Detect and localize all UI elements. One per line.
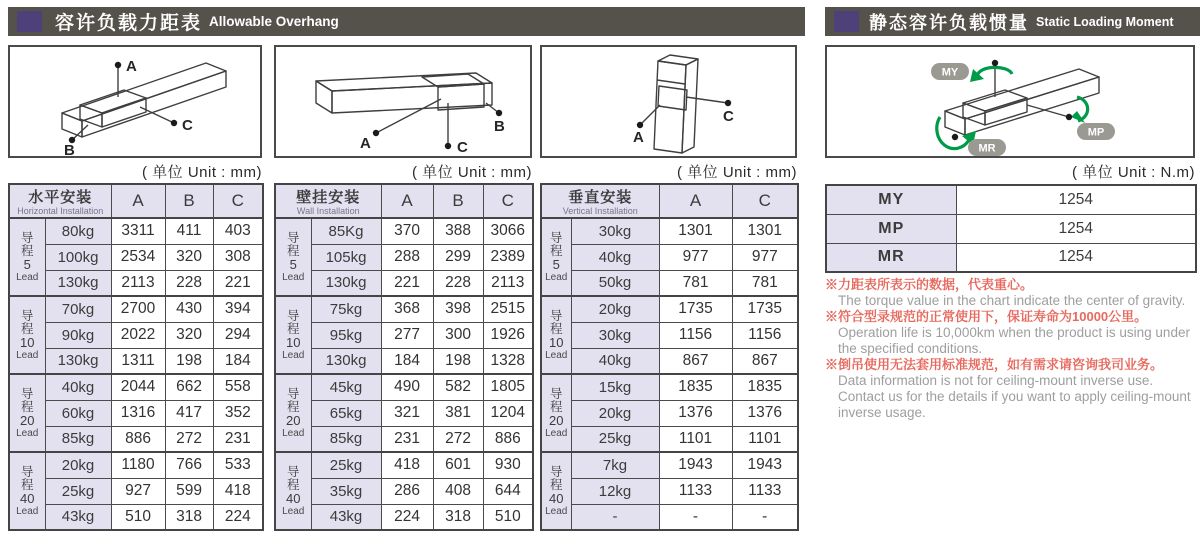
value-cell: 599 xyxy=(165,478,213,504)
value-cell: 1101 xyxy=(659,426,732,452)
value-cell: 294 xyxy=(213,322,263,348)
value-cell: 1301 xyxy=(659,218,732,244)
value-cell: 2044 xyxy=(111,374,165,400)
value-cell: 662 xyxy=(165,374,213,400)
value-cell: 417 xyxy=(165,400,213,426)
point-label-c: C xyxy=(723,108,734,125)
value-cell: 198 xyxy=(433,348,483,374)
lead-group-label: 导 程 10 Lead xyxy=(9,296,45,374)
lead-group-label: 导 程 10 Lead xyxy=(541,296,571,374)
load-cell: 100kg xyxy=(45,244,111,270)
note-zh: ※力距表所表示的数据，代表重心。 xyxy=(825,277,1034,292)
value-cell: 320 xyxy=(165,322,213,348)
header-row xyxy=(275,184,533,218)
load-cell: 90kg xyxy=(45,322,111,348)
value-cell: 886 xyxy=(111,426,165,452)
value-cell: 318 xyxy=(165,504,213,530)
moment-rail-drawing xyxy=(827,47,1193,156)
value-cell: 1133 xyxy=(732,478,798,504)
horizontal-rail-drawing xyxy=(10,47,260,156)
load-cell: 85kg xyxy=(311,426,381,452)
value-cell: 1328 xyxy=(483,348,533,374)
value-cell: 2022 xyxy=(111,322,165,348)
value-cell: 1735 xyxy=(732,296,798,322)
horizontal-installation-diagram xyxy=(8,45,262,158)
value-cell: 221 xyxy=(381,270,433,296)
column-header-a: A xyxy=(111,184,165,218)
value-cell: 221 xyxy=(213,270,263,296)
value-cell: 231 xyxy=(381,426,433,452)
load-cell: 95kg xyxy=(311,322,381,348)
static-loading-moment-table xyxy=(825,184,1197,273)
unit-label-mm: ( 单位 Unit : mm) xyxy=(142,164,262,181)
lead-group-label: 导 程 5 Lead xyxy=(275,218,311,296)
table-row xyxy=(9,244,263,270)
table-title-en: Vertical Installation xyxy=(562,206,638,216)
column-header-b: B xyxy=(165,184,213,218)
value-cell: 272 xyxy=(165,426,213,452)
value-cell: 1735 xyxy=(659,296,732,322)
table-row xyxy=(9,400,263,426)
table-row xyxy=(275,322,533,348)
value-cell: 320 xyxy=(165,244,213,270)
value-cell: 2700 xyxy=(111,296,165,322)
value-cell: 2534 xyxy=(111,244,165,270)
moment-row xyxy=(826,185,1196,214)
point-label-b: B xyxy=(494,118,505,135)
moment-value: 1254 xyxy=(956,243,1196,272)
value-cell: 286 xyxy=(381,478,433,504)
value-cell: 224 xyxy=(213,504,263,530)
value-cell: 388 xyxy=(433,218,483,244)
table-row xyxy=(275,504,533,530)
column-header-a: A xyxy=(381,184,433,218)
lead-group-label: 导 程 5 Lead xyxy=(541,218,571,296)
right-header-title-zh: 静态容许负载惯量 xyxy=(869,12,1029,33)
load-cell: 12kg xyxy=(571,478,659,504)
value-cell: 418 xyxy=(381,452,433,478)
value-cell: 368 xyxy=(381,296,433,322)
value-cell: 1805 xyxy=(483,374,533,400)
load-cell: 130kg xyxy=(45,270,111,296)
point-label-a: A xyxy=(633,129,644,146)
lead-group-label: 导 程 20 Lead xyxy=(541,374,571,452)
installation-table-title xyxy=(275,184,381,218)
load-cell: 60kg xyxy=(45,400,111,426)
table-row xyxy=(275,270,533,296)
moment-label: MY xyxy=(826,185,956,214)
value-cell: 184 xyxy=(381,348,433,374)
note-en: The torque value in the chart indicate the center of gravity. xyxy=(838,293,1186,308)
lead-group-label: 导 程 10 Lead xyxy=(275,296,311,374)
value-cell: 370 xyxy=(381,218,433,244)
value-cell: 308 xyxy=(213,244,263,270)
table-row xyxy=(275,218,533,244)
value-cell: 1943 xyxy=(659,452,732,478)
column-header-a: A xyxy=(659,184,732,218)
column-header-c: C xyxy=(732,184,798,218)
value-cell: 300 xyxy=(433,322,483,348)
load-cell: 45kg xyxy=(311,374,381,400)
load-cell: 35kg xyxy=(311,478,381,504)
rail-outline xyxy=(62,63,226,140)
installation-table-title xyxy=(9,184,111,218)
point-label-c: C xyxy=(457,139,468,156)
value-cell: 1835 xyxy=(659,374,732,400)
value-cell: 867 xyxy=(659,348,732,374)
value-cell: 1180 xyxy=(111,452,165,478)
column-header-c: C xyxy=(483,184,533,218)
table-row xyxy=(9,452,263,478)
table-row xyxy=(275,296,533,322)
load-cell: 70kg xyxy=(45,296,111,322)
value-cell: 352 xyxy=(213,400,263,426)
lead-group-label: 导 程 40 Lead xyxy=(541,452,571,530)
load-cell: 20kg xyxy=(571,400,659,426)
table-row xyxy=(275,478,533,504)
load-cell: 50kg xyxy=(571,270,659,296)
value-cell: 510 xyxy=(111,504,165,530)
load-cell: 25kg xyxy=(311,452,381,478)
value-cell: 1835 xyxy=(732,374,798,400)
badge-mp: MP xyxy=(1087,126,1105,139)
table-row xyxy=(9,322,263,348)
value-cell: 510 xyxy=(483,504,533,530)
badge-my: MY xyxy=(941,66,959,79)
value-cell: 1133 xyxy=(659,478,732,504)
table-row xyxy=(541,244,798,270)
table-row xyxy=(9,296,263,322)
notes xyxy=(825,277,1199,421)
table-row xyxy=(541,478,798,504)
value-cell: 2515 xyxy=(483,296,533,322)
value-cell: 533 xyxy=(213,452,263,478)
lead-group-label: 导 程 5 Lead xyxy=(9,218,45,296)
value-cell: 408 xyxy=(433,478,483,504)
static-loading-moment-diagram xyxy=(825,45,1195,158)
note-zh: ※倒吊使用无法套用标准规范，如有需求请咨询我司业务。 xyxy=(825,357,1164,372)
lead-group-label: 导 程 40 Lead xyxy=(9,452,45,530)
badge-mr: MR xyxy=(978,142,996,155)
rail-outline xyxy=(640,55,728,153)
table-row xyxy=(541,374,798,400)
table-row xyxy=(9,374,263,400)
value-cell: - xyxy=(659,504,732,530)
header-row xyxy=(541,184,798,218)
load-cell: 85kg xyxy=(45,426,111,452)
load-cell: 15kg xyxy=(571,374,659,400)
right-section-header xyxy=(825,7,1200,36)
horizontal-installation-table xyxy=(8,183,264,531)
value-cell: 231 xyxy=(213,426,263,452)
point-label-a: A xyxy=(126,58,137,75)
value-cell: 228 xyxy=(165,270,213,296)
value-cell: 272 xyxy=(433,426,483,452)
value-cell: 886 xyxy=(483,426,533,452)
table-row xyxy=(9,348,263,374)
table-row xyxy=(275,426,533,452)
point-label-a: A xyxy=(360,135,371,152)
header-accent-square xyxy=(17,11,42,32)
right-header-title-en: Static Loading Moment xyxy=(1036,14,1174,29)
table-row xyxy=(541,218,798,244)
value-cell: 321 xyxy=(381,400,433,426)
vertical-installation-table xyxy=(540,183,799,531)
wall-installation-diagram xyxy=(274,45,532,158)
value-cell: 2113 xyxy=(483,270,533,296)
load-cell: 20kg xyxy=(45,452,111,478)
value-cell: 1376 xyxy=(659,400,732,426)
value-cell: 3066 xyxy=(483,218,533,244)
unit-label-mm: ( 单位 Unit : mm) xyxy=(412,164,532,181)
value-cell: 418 xyxy=(213,478,263,504)
load-cell: 7kg xyxy=(571,452,659,478)
table-row xyxy=(275,374,533,400)
note-zh: ※符合型录规范的正常使用下，保证寿命为10000公里。 xyxy=(825,309,1148,324)
load-cell: 43kg xyxy=(311,504,381,530)
rail-outline xyxy=(316,73,499,146)
point-label-c: C xyxy=(182,117,193,134)
unit-label-mm: ( 单位 Unit : mm) xyxy=(677,164,797,181)
table-row xyxy=(275,452,533,478)
value-cell: 781 xyxy=(732,270,798,296)
note-en: Operation life is 10,000km when the product is using under the specified conditions. xyxy=(838,325,1190,356)
value-cell: 318 xyxy=(433,504,483,530)
value-cell: 977 xyxy=(659,244,732,270)
column-header-c: C xyxy=(213,184,263,218)
wall-rail-drawing xyxy=(276,47,530,156)
value-cell: 490 xyxy=(381,374,433,400)
value-cell: 288 xyxy=(381,244,433,270)
value-cell: 644 xyxy=(483,478,533,504)
installation-table-title xyxy=(541,184,659,218)
value-cell: 582 xyxy=(433,374,483,400)
header-accent-square xyxy=(834,11,859,32)
left-header-title-en: Allowable Overhang xyxy=(209,14,339,29)
value-cell: 198 xyxy=(165,348,213,374)
moment-label: MP xyxy=(826,214,956,243)
table-row xyxy=(9,270,263,296)
load-cell: 40kg xyxy=(45,374,111,400)
value-cell: 430 xyxy=(165,296,213,322)
table-row xyxy=(9,478,263,504)
value-cell: 1101 xyxy=(732,426,798,452)
load-cell: 85Kg xyxy=(311,218,381,244)
header-row xyxy=(9,184,263,218)
lead-group-label: 导 程 20 Lead xyxy=(275,374,311,452)
load-cell: 65kg xyxy=(311,400,381,426)
table-row xyxy=(541,296,798,322)
load-cell: 80kg xyxy=(45,218,111,244)
load-cell: 130kg xyxy=(311,270,381,296)
leader-dots xyxy=(373,110,502,149)
value-cell: 1926 xyxy=(483,322,533,348)
table-row xyxy=(275,400,533,426)
load-cell: 40kg xyxy=(571,348,659,374)
value-cell: 398 xyxy=(433,296,483,322)
table-title-zh: 垂直安装 xyxy=(568,189,633,206)
table-row xyxy=(275,348,533,374)
moment-value: 1254 xyxy=(956,214,1196,243)
load-cell: 40kg xyxy=(571,244,659,270)
value-cell: 403 xyxy=(213,218,263,244)
table-row xyxy=(541,426,798,452)
value-cell: 1943 xyxy=(732,452,798,478)
value-cell: 277 xyxy=(381,322,433,348)
value-cell: 601 xyxy=(433,452,483,478)
load-cell: 43kg xyxy=(45,504,111,530)
value-cell: 977 xyxy=(732,244,798,270)
value-cell: 867 xyxy=(732,348,798,374)
column-header-b: B xyxy=(433,184,483,218)
value-cell: 411 xyxy=(165,218,213,244)
table-row xyxy=(9,218,263,244)
wall-installation-table xyxy=(274,183,534,531)
value-cell: 224 xyxy=(381,504,433,530)
value-cell: 781 xyxy=(659,270,732,296)
value-cell: 1204 xyxy=(483,400,533,426)
value-cell: 228 xyxy=(433,270,483,296)
leader-dots xyxy=(69,62,177,143)
unit-label-nm: ( 单位 Unit : N.m) xyxy=(1072,164,1195,181)
load-cell: 75kg xyxy=(311,296,381,322)
value-cell: 394 xyxy=(213,296,263,322)
table-row xyxy=(9,426,263,452)
table-title-en: Wall Installation xyxy=(296,206,360,216)
value-cell: 1156 xyxy=(732,322,798,348)
moment-row xyxy=(826,243,1196,272)
load-cell: 30kg xyxy=(571,218,659,244)
value-cell: 2389 xyxy=(483,244,533,270)
table-row xyxy=(541,400,798,426)
value-cell: 184 xyxy=(213,348,263,374)
table-row xyxy=(275,244,533,270)
value-cell: 766 xyxy=(165,452,213,478)
left-section-header xyxy=(8,7,805,36)
moment-row xyxy=(826,214,1196,243)
value-cell: - xyxy=(732,504,798,530)
value-cell: 3311 xyxy=(111,218,165,244)
table-row xyxy=(541,270,798,296)
vertical-installation-diagram xyxy=(540,45,797,158)
load-cell: 30kg xyxy=(571,322,659,348)
vertical-rail-drawing xyxy=(542,47,795,156)
load-cell: 25kg xyxy=(45,478,111,504)
load-cell: 130kg xyxy=(311,348,381,374)
value-cell: 927 xyxy=(111,478,165,504)
value-cell: 2113 xyxy=(111,270,165,296)
moment-label: MR xyxy=(826,243,956,272)
table-title-en: Horizontal Installation xyxy=(17,206,104,216)
lead-group-label: 导 程 20 Lead xyxy=(9,374,45,452)
moment-value: 1254 xyxy=(956,185,1196,214)
table-title-zh: 水平安装 xyxy=(28,189,93,206)
point-label-b: B xyxy=(64,142,75,156)
lead-group-label: 导 程 40 Lead xyxy=(275,452,311,530)
value-cell: 558 xyxy=(213,374,263,400)
table-row xyxy=(541,348,798,374)
value-cell: 1316 xyxy=(111,400,165,426)
table-row xyxy=(541,452,798,478)
value-cell: 930 xyxy=(483,452,533,478)
rotation-arrowheads xyxy=(962,69,1085,145)
table-row xyxy=(541,504,798,530)
table-row xyxy=(9,504,263,530)
value-cell: 381 xyxy=(433,400,483,426)
left-header-title-zh: 容许负载力距表 xyxy=(55,13,203,34)
value-cell: 1156 xyxy=(659,322,732,348)
value-cell: 1301 xyxy=(732,218,798,244)
table-title-zh: 壁挂安装 xyxy=(296,189,361,206)
load-cell: 20kg xyxy=(571,296,659,322)
value-cell: 1376 xyxy=(732,400,798,426)
load-cell: 130kg xyxy=(45,348,111,374)
table-row xyxy=(541,322,798,348)
load-cell: 105kg xyxy=(311,244,381,270)
value-cell: 299 xyxy=(433,244,483,270)
value-cell: 1311 xyxy=(111,348,165,374)
load-cell: 25kg xyxy=(571,426,659,452)
load-cell: - xyxy=(571,504,659,530)
note-en: Data information is not for ceiling-mount inverse use. Contact us for the details if you want to apply ceiling-mount inverse usage. xyxy=(838,373,1191,420)
